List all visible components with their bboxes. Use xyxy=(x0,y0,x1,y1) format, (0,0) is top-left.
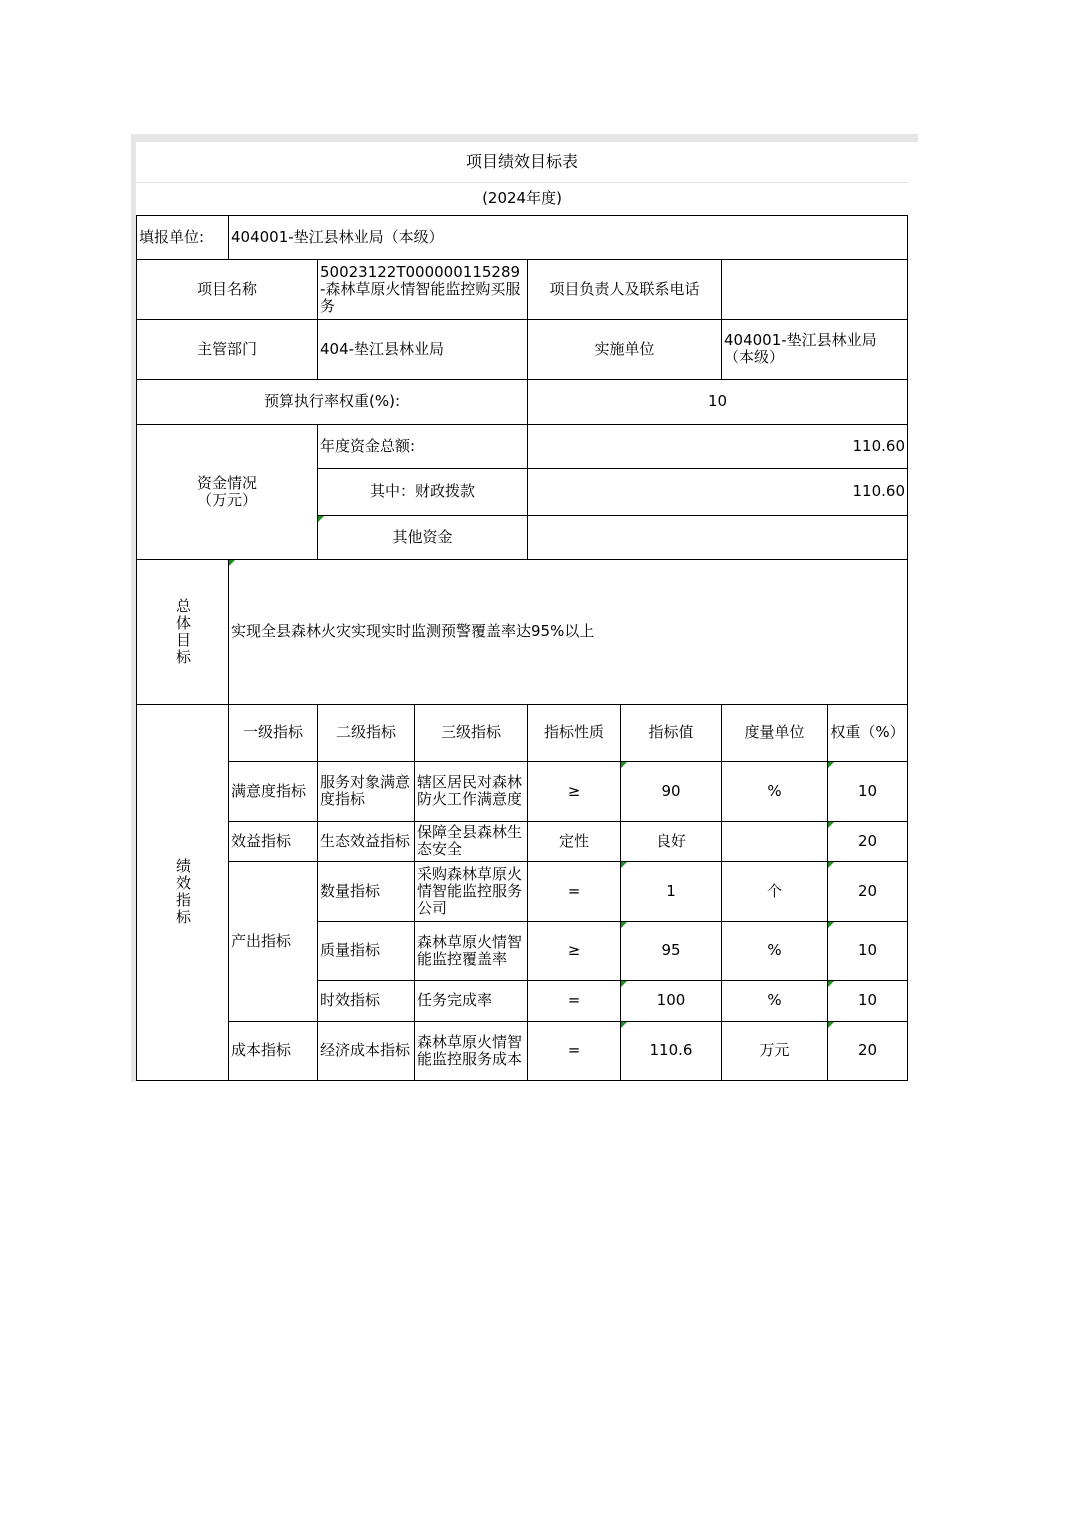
indicator-l2: 时效指标 xyxy=(318,980,415,1021)
indicator-weight: 10 xyxy=(857,991,878,1009)
funds-total-label: 年度资金总额: xyxy=(318,424,528,468)
cell-comment-marker xyxy=(229,560,235,566)
indicator-l2: 服务对象满意度指标 xyxy=(318,761,415,821)
indicator-unit: 个 xyxy=(722,861,828,921)
project-leader-label: 项目负责人及联系电话 xyxy=(528,259,722,319)
indicator-l2: 经济成本指标 xyxy=(318,1021,415,1080)
indicator-unit xyxy=(722,821,828,861)
indicator-nature: 定性 xyxy=(528,821,621,861)
dept-value: 404-垫江县林业局 xyxy=(318,319,528,379)
indicator-unit: % xyxy=(722,761,828,821)
cell-comment-marker xyxy=(318,516,324,522)
indicator-value: 1 xyxy=(666,881,676,900)
indicator-value: 95 xyxy=(661,941,681,959)
indicator-l1: 成本指标 xyxy=(229,1021,318,1080)
indicator-l3: 辖区居民对森林防火工作满意度 xyxy=(415,761,528,821)
indicator-l1: 效益指标 xyxy=(229,821,318,861)
indicator-l3: 采购森林草原火情智能监控服务公司 xyxy=(415,861,528,921)
indicator-weight-cell xyxy=(828,821,908,861)
indicator-weight-cell xyxy=(828,761,908,821)
cell-comment-marker xyxy=(828,922,834,928)
header-l3: 三级指标 xyxy=(415,704,528,761)
indicator-weight: 20 xyxy=(857,881,878,900)
project-name-label: 项目名称 xyxy=(137,259,318,319)
header-value: 指标值 xyxy=(621,704,722,761)
header-l2: 二级指标 xyxy=(318,704,415,761)
indicator-l2: 数量指标 xyxy=(318,861,415,921)
project-name-value: 50023122T000000115289-森林草原火情智能监控购买服务 xyxy=(318,259,528,319)
indicator-weight: 20 xyxy=(857,1041,878,1059)
funds-total-value: 110.60 xyxy=(528,424,908,468)
funds-fiscal-label: 其中：财政拨款 xyxy=(318,468,528,515)
indicator-section-cell xyxy=(137,704,229,1080)
impl-unit-label: 实施单位 xyxy=(528,319,722,379)
indicator-nature: = xyxy=(528,980,621,1021)
indicator-nature: = xyxy=(528,1021,621,1080)
indicator-weight: 10 xyxy=(857,781,878,800)
indicator-value: 90 xyxy=(661,781,681,800)
cell-comment-marker xyxy=(621,922,627,928)
performance-target-table xyxy=(136,141,908,1081)
indicator-l3: 保障全县森林生态安全 xyxy=(415,821,528,861)
indicator-nature: = xyxy=(528,861,621,921)
cell-comment-marker xyxy=(828,981,834,987)
project-leader-value xyxy=(722,259,908,319)
indicator-weight: 20 xyxy=(857,831,878,850)
cell-comment-marker xyxy=(828,822,834,828)
indicator-weight: 10 xyxy=(857,941,878,959)
cell-comment-marker xyxy=(621,981,627,987)
indicator-unit: 万元 xyxy=(722,1021,828,1080)
indicator-value: 110.6 xyxy=(649,1041,693,1059)
indicator-value: 100 xyxy=(656,991,686,1009)
indicator-l3: 森林草原火情智能监控服务成本 xyxy=(415,1021,528,1080)
indicator-value-cell xyxy=(621,1021,722,1080)
funds-fiscal-value: 110.60 xyxy=(528,468,908,515)
unit-label: 填报单位: xyxy=(137,215,229,259)
indicator-section-label: 绩效指标 xyxy=(174,858,192,926)
budget-rate-label: 预算执行率权重(%): xyxy=(137,379,528,424)
indicator-unit: % xyxy=(722,921,828,980)
cell-comment-marker xyxy=(828,762,834,768)
indicator-l3: 森林草原火情智能监控覆盖率 xyxy=(415,921,528,980)
indicator-l1: 满意度指标 xyxy=(229,761,318,821)
funds-other-value xyxy=(528,515,908,559)
indicator-value-cell xyxy=(621,921,722,980)
cell-comment-marker xyxy=(828,862,834,868)
header-weight: 权重（%） xyxy=(828,704,908,761)
indicator-value: 良好 xyxy=(621,821,722,861)
table-row xyxy=(137,1021,908,1080)
funds-other-label xyxy=(318,515,528,559)
indicator-value-cell xyxy=(621,980,722,1021)
funds-label-line2: （万元） xyxy=(196,490,257,509)
indicator-l2: 质量指标 xyxy=(318,921,415,980)
funds-other-label-text: 其他资金 xyxy=(392,527,453,546)
cell-comment-marker xyxy=(621,762,627,768)
budget-rate-value: 10 xyxy=(528,379,908,424)
indicator-l3: 任务完成率 xyxy=(415,980,528,1021)
goal-label: 总体目标 xyxy=(174,597,192,666)
goal-label-cell xyxy=(137,559,229,704)
impl-unit-value: 404001-垫江县林业局（本级） xyxy=(722,319,908,379)
cell-comment-marker xyxy=(621,862,627,868)
table-row xyxy=(137,761,908,821)
indicator-weight-cell xyxy=(828,861,908,921)
cell-comment-marker xyxy=(828,1022,834,1028)
dept-label: 主管部门 xyxy=(137,319,318,379)
indicator-value-cell xyxy=(621,761,722,821)
table-row xyxy=(137,861,908,921)
indicator-weight-cell xyxy=(828,1021,908,1080)
goal-value: 实现全县森林火灾实现实时监测预警覆盖率达95%以上 xyxy=(231,622,595,640)
cell-comment-marker xyxy=(621,1022,627,1028)
header-nature: 指标性质 xyxy=(528,704,621,761)
indicator-l2: 生态效益指标 xyxy=(318,821,415,861)
funds-label xyxy=(137,424,318,559)
indicator-nature: ≥ xyxy=(528,761,621,821)
goal-value-cell xyxy=(229,559,908,704)
indicator-nature: ≥ xyxy=(528,921,621,980)
header-l1: 一级指标 xyxy=(229,704,318,761)
indicator-unit: % xyxy=(722,980,828,1021)
indicator-weight-cell xyxy=(828,980,908,1021)
unit-value: 404001-垫江县林业局（本级） xyxy=(229,215,908,259)
indicator-value-cell xyxy=(621,861,722,921)
header-unit: 度量单位 xyxy=(722,704,828,761)
funds-label-line1: 资金情况 xyxy=(196,473,257,492)
indicator-weight-cell xyxy=(828,921,908,980)
table-row xyxy=(137,821,908,861)
table-title: 项目绩效目标表 xyxy=(137,141,908,182)
table-year: (2024年度) xyxy=(137,182,908,215)
indicator-l1-output: 产出指标 xyxy=(229,861,318,1021)
